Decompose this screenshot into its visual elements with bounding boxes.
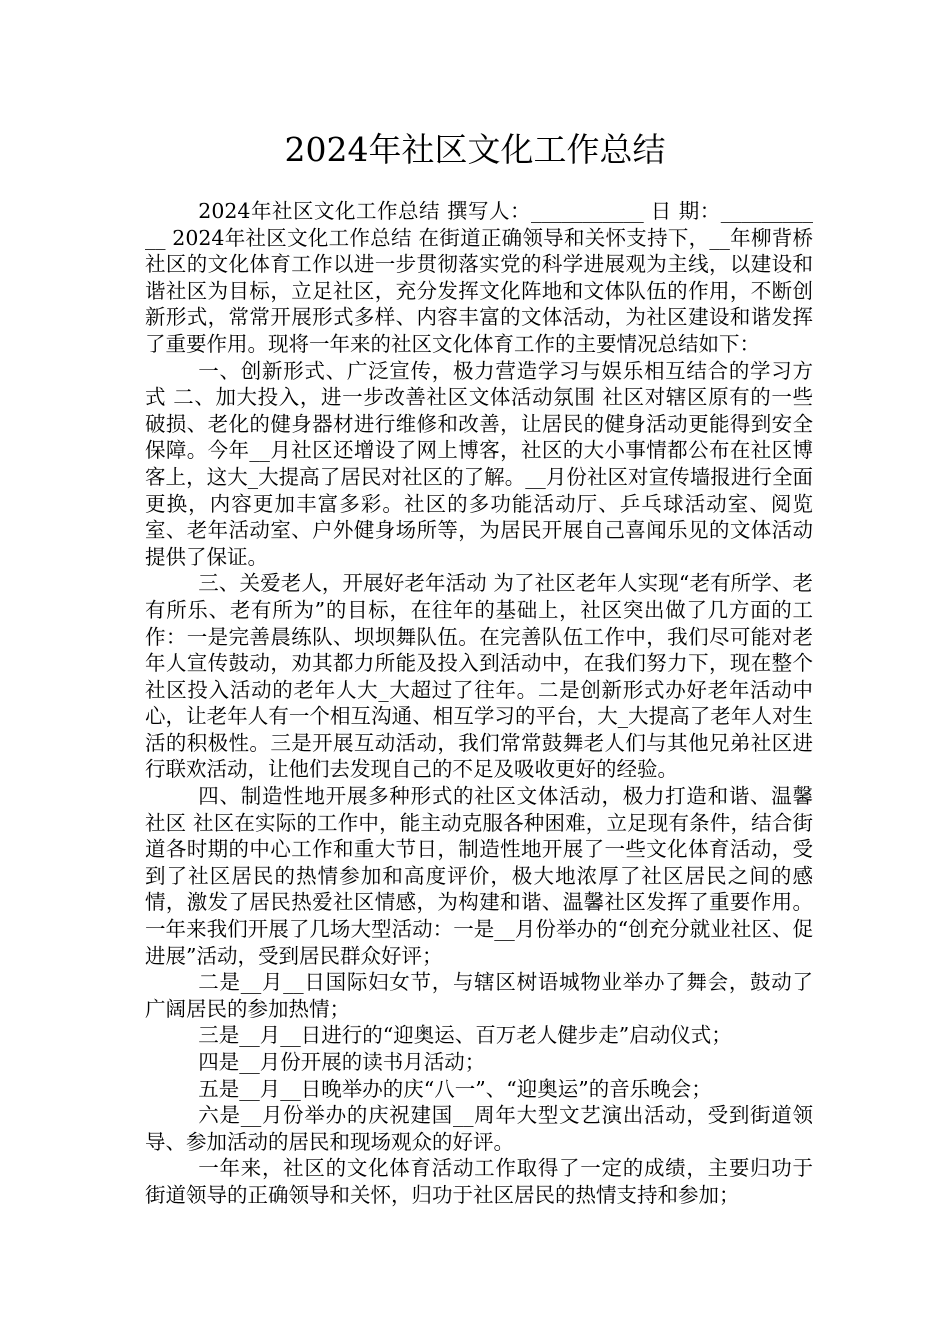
- paragraph: 二是__月__日国际妇女节，与辖区树语城物业举办了舞会，鼓动了广阔居民的参加热情；: [145, 970, 813, 1021]
- paragraph: 四是__月份开展的读书月活动；: [198, 1050, 486, 1074]
- paragraph: 2024年社区文化工作总结 撰写人：___________ 日 期：___________ 2024年社区文化工作总结 在街道正确领导和关怀支持下，__年柳背桥社区的文化体育工作以进一步贯彻落实党的科学进展观为主线，以建设和谐社区为目标，立足社区，充分发挥文化阵地和文体队伍的作用，不断创新形式，常常开展形式多样、内容丰富的文体活动，为社区建设和谐发挥了重要作用。现将一年来的社区文化体育工作的主要情况总结如下：: [145, 199, 813, 356]
- document-body: [145, 198, 813, 1209]
- paragraph: 六是__月份举办的庆祝建国__周年大型文艺演出活动，受到街道领导、参加活动的居民和现场观众的好评。: [145, 1103, 813, 1154]
- paragraph: 三、关爱老人，开展好老年活动 为了社区老年人实现“老有所学、老有所乐、老有所为”的目标，在往年的基础上，社区突出做了几方面的工作：一是完善晨练队、坝坝舞队伍。在完善队伍工作中，我们尽可能对老年人宣传鼓动，劝其都力所能及投入到活动中，在我们努力下，现在整个社区投入活动的老年人大_大超过了往年。二是创新形式办好老年活动中心，让老年人有一个相互沟通、相互学习的平台，大_大提高了老年人对生活的积极性。三是开展互动活动，我们常常鼓舞老人们与其他兄弟社区进行联欢活动，让他们去发现自己的不足及吸收更好的经验。: [145, 571, 813, 782]
- paragraph: 一、创新形式、广泛宣传，极力营造学习与娱乐相互结合的学习方式 二、加大投入，进一步改善社区文体活动氛围 社区对辖区原有的一些破损、老化的健身器材进行维修和改善，让居民的健身活动更能得到安全保障。今年__月社区还增设了网上博客，社区的大小事情都公布在社区博客上，这大_大提高了居民对社区的了解。__月份社区对宣传墙报进行全面更换，内容更加丰富多彩。社区的多功能活动厅、乒乓球活动室、阅览室、老年活动室、户外健身场所等，为居民开展自己喜闻乐见的文体活动提供了保证。: [145, 358, 813, 569]
- paragraph: 三是__月__日进行的“迎奥运、百万老人健步走”启动仪式；: [198, 1023, 732, 1048]
- document-title: 2024年社区文化工作总结: [284, 130, 666, 169]
- paragraph: 四、制造性地开展多种形式的社区文体活动，极力打造和谐、温馨社区 社区在实际的工作中，能主动克服各种困难，立足现有条件，结合街道各时期的中心工作和重大节日，制造性地开展了一些文化体育活动，受到了社区居民的热情参加和高度评价，极大地浓厚了社区居民之间的感情，激发了居民热爱社区情感，为构建和谐、温馨社区发挥了重要作用。一年来我们开展了几场大型活动：一是__月份举办的“创充分就业社区、促进展”活动，受到居民群众好评；: [145, 784, 813, 968]
- paragraph: 一年来，社区的文化体育活动工作取得了一定的成绩，主要归功于街道领导的正确领导和关怀，归功于社区居民的热情支持和参加；: [145, 1156, 813, 1207]
- paragraph: 五是__月__日晚举办的庆“八一”、“迎奥运”的音乐晚会；: [198, 1076, 712, 1101]
